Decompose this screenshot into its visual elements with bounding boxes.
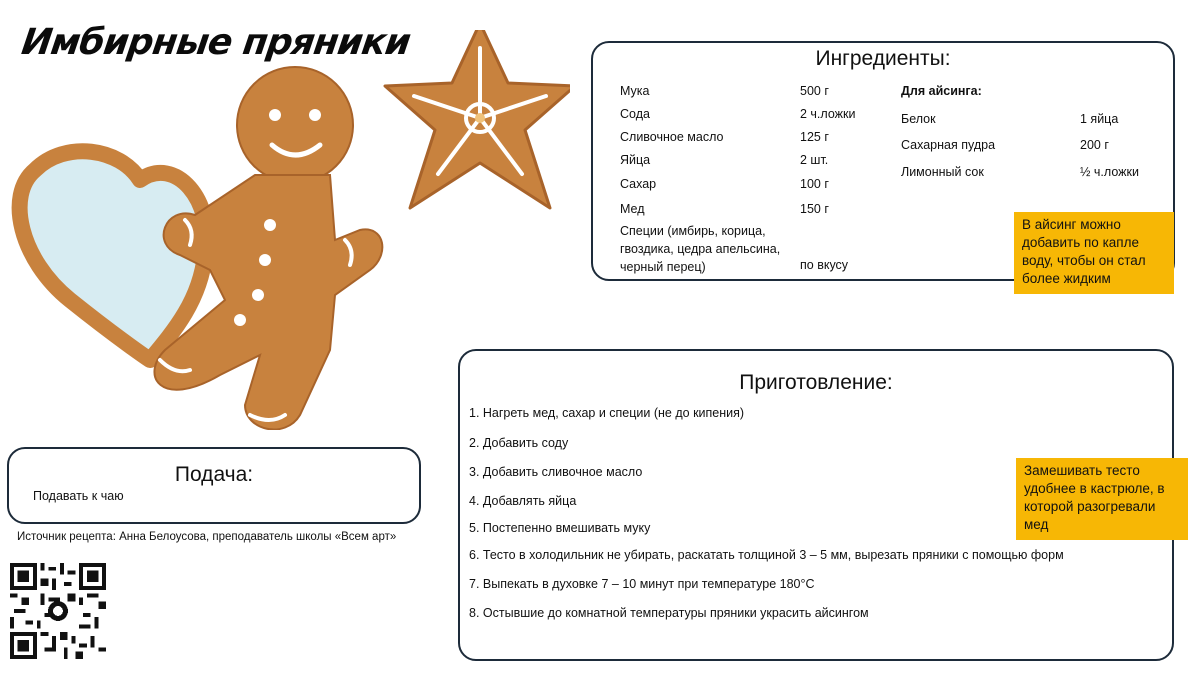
heart-cookie (20, 151, 207, 360)
icing-note: В айсинг можно добавить по капле воду, чтобы он стал более жидким (1014, 212, 1174, 294)
preparation-step: 2. Добавить соду (469, 436, 569, 450)
qr-code-icon[interactable] (10, 563, 106, 659)
icing-ingredient-amount: 1 яйца (1080, 112, 1119, 126)
serving-heading: Подача: (174, 463, 254, 486)
ingredient-amount: 150 г (800, 202, 829, 216)
serving-card (7, 447, 421, 524)
preparation-step: 3. Добавить сливочное масло (469, 465, 643, 479)
ingredient-amount: 100 г (800, 177, 829, 191)
icing-ingredient-name: Лимонный сок (901, 165, 984, 179)
dough-note: Замешивать тесто удобнее в кастрюле, в которой разогревали мед (1016, 458, 1188, 540)
ingredients-heading: Ингредиенты: (815, 47, 951, 70)
page-title: Имбирные пряники (19, 22, 413, 63)
icing-heading: Для айсинга: (901, 84, 982, 98)
icing-ingredient-name: Сахарная пудра (901, 138, 996, 152)
preparation-heading: Приготовление: (739, 371, 893, 394)
gingerbread-man (154, 67, 382, 429)
ingredient-amount: 500 г (800, 84, 829, 98)
ingredient-name: Сода (620, 107, 650, 121)
icing-ingredient-amount: 200 г (1080, 138, 1109, 152)
ingredient-name: Сахар (620, 177, 657, 191)
recipe-source: Источник рецепта: Анна Белоусова, преподаватель школы «Всем арт» (17, 531, 397, 543)
preparation-step: 1. Нагреть мед, сахар и специи (не до кипения) (469, 406, 745, 420)
star-cookie (385, 30, 570, 208)
icing-ingredient-name: Белок (901, 112, 936, 126)
ingredient-name: Мед (620, 202, 645, 216)
ingredient-name: Мука (620, 84, 650, 98)
icing-ingredient-amount: ½ ч.ложки (1080, 165, 1139, 179)
ingredient-amount: 2 шт. (800, 153, 829, 167)
serving-text: Подавать к чаю (33, 489, 124, 503)
ingredient-amount: 125 г (800, 130, 829, 144)
ingredient-amount: по вкусу (800, 258, 849, 272)
preparation-step: 5. Постепенно вмешивать муку (469, 521, 651, 535)
preparation-step: 4. Добавлять яйца (469, 494, 577, 508)
ingredient-name: Специи (имбирь, корица, гвоздика, цедра апельсина, черный перец) (620, 224, 781, 274)
ingredient-name: Яйца (620, 153, 651, 167)
ingredient-name: Сливочное масло (620, 130, 724, 144)
preparation-step: 6. Тесто в холодильник не убирать, раскатать толщиной 3 – 5 мм, вырезать пряники с помощью форм (469, 548, 1064, 562)
ingredient-amount: 2 ч.ложки (800, 107, 856, 121)
preparation-step: 7. Выпекать в духовке 7 – 10 минут при температуре 180°C (469, 577, 815, 591)
preparation-step: 8. Остывшие до комнатной температуры пряники украсить айсингом (469, 606, 869, 620)
